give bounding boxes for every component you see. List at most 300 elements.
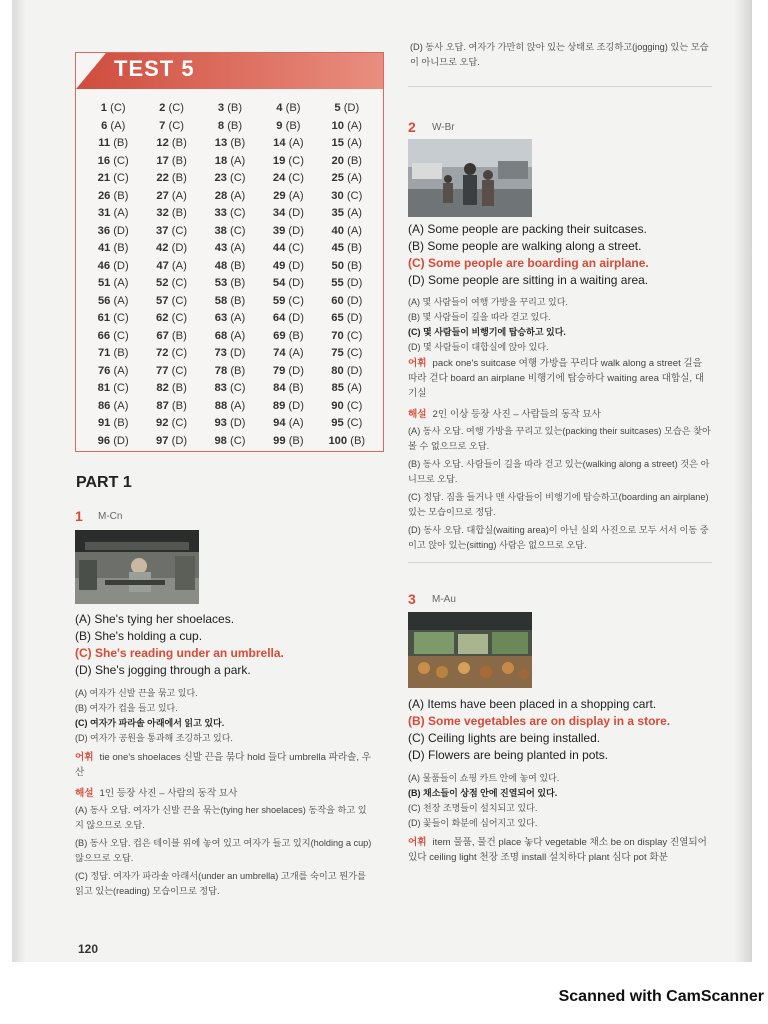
answer-choice: (A): [113, 399, 129, 412]
answer-number: 65: [331, 312, 344, 324]
answer-choice: (C): [230, 172, 246, 184]
answer-cell: [84, 170, 142, 186]
answer-cell: [142, 188, 200, 204]
question-3-option-c: (C) Ceiling lights are being installed.: [408, 731, 601, 745]
answer-cell: [318, 363, 376, 379]
answer-cell: [259, 100, 317, 116]
answer-cell: [84, 275, 142, 291]
answer-number: 5: [334, 102, 341, 114]
answer-number: 81: [97, 382, 111, 394]
answer-number: 78: [214, 364, 228, 377]
answer-number: 99: [273, 434, 286, 447]
answer-choice: (D): [113, 434, 129, 447]
answer-number: 24: [272, 172, 286, 184]
question-1-explanation-a: (A) 동사 오답. 여자가 신발 끈을 묶는(tying her shoelaces) 동작을 하고 있지 않으므로 오답.: [75, 805, 367, 830]
answer-grid: [84, 100, 376, 449]
answer-number: 37: [156, 224, 169, 237]
answer-cell: [259, 205, 317, 221]
answer-choice: (A): [288, 347, 304, 359]
question-3-option-a: (A) Items have been placed in a shopping cart.: [408, 697, 657, 711]
answer-number: 13: [214, 137, 228, 149]
answer-cell: [201, 328, 259, 344]
answer-number: 97: [156, 434, 169, 447]
answer-number: 43: [214, 242, 228, 254]
answer-number: 44: [272, 242, 286, 254]
answer-cell: [142, 345, 200, 361]
answer-choice: (B): [113, 137, 129, 149]
answer-cell: [201, 433, 259, 449]
vocab-text: tie one's shoelaces 신발 끈을 묶다 hold 들다 umbrella 파라솔, 우산: [75, 752, 371, 778]
answer-number: 22: [156, 172, 169, 184]
answer-number: 54: [272, 277, 286, 289]
answer-choice: (B): [171, 172, 187, 184]
question-1-translation-d: (D) 여자가 공원을 통과해 조깅하고 있다.: [75, 733, 233, 743]
question-2-number: 2: [408, 119, 416, 135]
answer-number: 11: [98, 137, 111, 149]
answer-choice: (C): [171, 294, 188, 307]
answer-number: 18: [214, 154, 228, 167]
answer-choice: (C): [230, 207, 246, 219]
answer-number: 82: [156, 382, 169, 394]
answer-number: 46: [97, 259, 111, 272]
answer-choice: (A): [171, 189, 187, 202]
answer-cell: [84, 415, 142, 431]
answer-cell: [201, 223, 259, 239]
answer-choice: (B): [113, 242, 129, 254]
answer-cell: [259, 398, 317, 414]
answer-choice: (A): [113, 364, 129, 377]
answer-choice: (B): [227, 119, 243, 132]
answer-cell: [84, 223, 142, 239]
answer-cell: [84, 240, 142, 256]
answer-number: 85: [331, 382, 344, 394]
answer-cell: [142, 398, 200, 414]
answer-number: 30: [331, 189, 344, 202]
answer-number: 72: [156, 347, 169, 359]
answer-cell: [259, 433, 317, 449]
answer-cell: [318, 328, 376, 344]
vocab-label: 어휘: [408, 837, 427, 848]
question-3-translation-b: (B) 채소들이 상점 안에 진열되어 있다.: [408, 788, 558, 798]
answer-choice: (A): [113, 277, 129, 289]
answer-choice: (B): [230, 259, 246, 272]
answer-number: 29: [273, 189, 286, 202]
answer-number: 36: [97, 224, 111, 237]
question-2-speaker: W-Br: [432, 122, 455, 133]
question-2-explanation-d: (D) 동사 오답. 대합실(waiting area)이 아닌 실외 사진으로 모두 서서 이동 중이고 앉아 있는(sitting) 사람은 없으므로 오답.: [408, 525, 709, 550]
answer-choice: (A): [347, 137, 363, 149]
answer-choice: (A): [347, 172, 363, 184]
answer-cell: [142, 310, 200, 326]
answer-choice: (A): [230, 154, 246, 167]
question-1-speaker: M-Cn: [98, 511, 123, 522]
answer-cell: [142, 118, 200, 134]
answer-number: 67: [156, 329, 169, 342]
answer-number: 59: [272, 294, 286, 307]
answer-choice: (C): [171, 347, 188, 359]
question-1-translation-a: (A) 여자가 신발 끈을 묶고 있다.: [75, 688, 198, 698]
explanation-label: 해설: [75, 788, 94, 799]
answer-cell: [259, 415, 317, 431]
answer-cell: [201, 170, 259, 186]
answer-cell: [142, 363, 200, 379]
answer-choice: (B): [285, 119, 301, 132]
answer-cell: [318, 433, 376, 449]
answer-cell: [318, 153, 376, 169]
question-3-vocab: [408, 835, 712, 865]
answer-choice: (A): [288, 417, 304, 429]
answer-number: 25: [331, 172, 344, 184]
answer-number: 47: [156, 259, 169, 272]
scanned-page: [12, 0, 752, 962]
answer-cell: [201, 118, 259, 134]
answer-choice: (D): [288, 399, 304, 412]
answer-cell: [259, 170, 317, 186]
answer-number: 83: [214, 382, 227, 394]
answer-cell: [259, 135, 317, 151]
answer-choice: (D): [113, 259, 129, 272]
answer-number: 8: [217, 119, 225, 132]
answer-number: 26: [97, 189, 111, 202]
answer-choice: (B): [227, 102, 243, 114]
question-2-option-a: (A) Some people are packing their suitcases.: [408, 222, 647, 236]
answer-cell: [318, 258, 376, 274]
answer-number: 34: [272, 207, 286, 219]
answer-cell: [84, 293, 142, 309]
answer-choice: (A): [110, 119, 126, 132]
answer-key-box: [75, 52, 384, 452]
answer-number: 7: [159, 119, 166, 132]
question-2-translation-a: (A) 몇 사람들이 여행 가방을 꾸리고 있다.: [408, 297, 568, 307]
answer-cell: [259, 240, 317, 256]
vocab-label: 어휘: [408, 358, 427, 369]
answer-number: 53: [214, 277, 228, 289]
answer-cell: [142, 153, 200, 169]
answer-number: 84: [273, 382, 286, 394]
answer-number: 39: [272, 224, 286, 237]
answer-number: 100: [328, 434, 348, 447]
answer-cell: [84, 398, 142, 414]
answer-number: 45: [331, 242, 344, 254]
answer-cell: [142, 170, 200, 186]
answer-cell: [142, 135, 200, 151]
answer-choice: (D): [343, 102, 360, 114]
answer-choice: (B): [171, 329, 187, 342]
answer-choice: (C): [113, 312, 129, 324]
answer-cell: [318, 415, 376, 431]
answer-cell: [142, 100, 200, 116]
answer-choice: (C): [113, 154, 129, 167]
question-1-vocab: [75, 750, 375, 780]
answer-choice: (D): [113, 224, 129, 237]
divider: [408, 562, 712, 563]
question-1-option-d: (D) She's jogging through a park.: [75, 663, 251, 677]
question-3-translation-d: (D) 꽃들이 화분에 심어지고 있다.: [408, 818, 538, 828]
question-2-option-b: (B) Some people are walking along a street.: [408, 239, 642, 253]
answer-choice: (D): [171, 434, 188, 447]
answer-number: 28: [214, 189, 228, 202]
answer-choice: (A): [230, 242, 246, 254]
answer-cell: [318, 380, 376, 396]
answer-cell: [84, 118, 142, 134]
answer-number: 2: [159, 102, 166, 114]
answer-choice: (D): [346, 312, 363, 324]
answer-choice: (D): [288, 207, 304, 219]
answer-choice: (B): [347, 259, 363, 272]
page-edge-shadow: [12, 0, 26, 962]
answer-choice: (B): [113, 417, 129, 429]
explanation-title-text: 2인 이상 등장 사진 – 사람들의 동작 묘사: [432, 409, 601, 420]
answer-choice: (B): [230, 364, 246, 377]
answer-cell: [84, 380, 142, 396]
answer-number: 27: [156, 189, 169, 202]
answer-cell: [201, 240, 259, 256]
question-2-option-c-correct: (C) Some people are boarding an airplane.: [408, 256, 649, 270]
answer-choice: (D): [346, 364, 363, 377]
answer-choice: (A): [113, 294, 129, 307]
answer-number: 77: [156, 364, 169, 377]
answer-number: 60: [331, 294, 344, 307]
question-2-translation-c: (C) 몇 사람들이 비행기에 탑승하고 있다.: [408, 327, 566, 337]
question-1-number: 1: [75, 508, 83, 524]
answer-choice: (B): [347, 242, 363, 254]
answer-cell: [201, 380, 259, 396]
answer-choice: (C): [168, 119, 185, 132]
answer-choice: (A): [288, 137, 304, 149]
answer-cell: [318, 398, 376, 414]
answer-cell: [142, 328, 200, 344]
answer-cell: [318, 310, 376, 326]
answer-choice: (C): [113, 172, 129, 184]
answer-choice: (C): [171, 312, 188, 324]
answer-cell: [142, 205, 200, 221]
answer-number: 90: [331, 399, 344, 412]
answer-number: 48: [214, 259, 228, 272]
answer-choice: (B): [171, 137, 187, 149]
answer-cell: [201, 293, 259, 309]
answer-choice: (B): [230, 277, 246, 289]
answer-choice: (D): [288, 224, 304, 237]
answer-number: 55: [331, 277, 344, 289]
answer-number: 98: [214, 434, 227, 447]
answer-cell: [142, 275, 200, 291]
question-2-translation-d: (D) 몇 사람들이 대합실에 앉아 있다.: [408, 342, 549, 352]
answer-number: 1: [100, 102, 107, 114]
answer-choice: (B): [171, 399, 187, 412]
answer-choice: (D): [288, 277, 304, 289]
part-title: PART 1: [76, 474, 132, 491]
answer-number: 68: [214, 329, 228, 342]
question-3-translation-a: (A) 물품들이 쇼핑 카트 안에 놓여 있다.: [408, 773, 560, 783]
answer-number: 73: [214, 347, 227, 359]
answer-cell: [84, 310, 142, 326]
answer-cell: [259, 275, 317, 291]
page-gutter-shadow: [734, 0, 752, 962]
question-1-translation-b: (B) 여자가 컵을 들고 있다.: [75, 703, 178, 713]
answer-choice: (D): [288, 312, 304, 324]
answer-number: 33: [214, 207, 227, 219]
question-2-explanation-title: [408, 407, 712, 422]
answer-choice: (C): [346, 189, 363, 202]
answer-choice: (C): [346, 329, 363, 342]
answer-choice: (A): [347, 207, 363, 219]
answer-choice: (D): [288, 259, 304, 272]
answer-cell: [318, 275, 376, 291]
answer-number: 89: [272, 399, 286, 412]
answer-choice: (C): [113, 382, 129, 394]
answer-number: 41: [97, 242, 111, 254]
question-3-number: 3: [408, 591, 416, 607]
answer-choice: (D): [346, 294, 363, 307]
answer-cell: [259, 188, 317, 204]
answer-choice: (C): [171, 224, 188, 237]
answer-choice: (A): [230, 399, 246, 412]
question-3-option-d: (D) Flowers are being planted in pots.: [408, 748, 609, 762]
answer-number: 31: [97, 207, 111, 219]
question-1-explanation-b: (B) 동사 오답. 컵은 테이블 위에 놓여 있고 여자가 들고 있지(holding a cup) 않으므로 오답.: [75, 838, 372, 863]
answer-cell: [201, 100, 259, 116]
answer-number: 70: [331, 329, 344, 342]
answer-number: 57: [156, 294, 169, 307]
answer-choice: (C): [113, 329, 129, 342]
answer-cell: [201, 153, 259, 169]
answer-choice: (B): [171, 382, 187, 394]
answer-cell: [201, 205, 259, 221]
answer-choice: (C): [230, 434, 246, 447]
answer-choice: (A): [230, 312, 246, 324]
answer-cell: [259, 293, 317, 309]
answer-cell: [259, 380, 317, 396]
answer-choice: (C): [288, 154, 304, 167]
answer-number: 91: [97, 417, 111, 429]
answer-cell: [142, 223, 200, 239]
answer-choice: (B): [113, 347, 129, 359]
answer-number: 76: [97, 364, 111, 377]
answer-choice: (C): [171, 277, 188, 289]
answer-cell: [142, 293, 200, 309]
answer-cell: [318, 345, 376, 361]
answer-choice: (C): [110, 102, 126, 114]
question-1-explanation-d: (D) 동사 오답. 여자가 가만히 앉아 있는 상태로 조깅하고(jogging) 있는 모습이 아니므로 오답.: [410, 42, 709, 67]
answer-key-header: [76, 53, 383, 89]
answer-number: 64: [272, 312, 286, 324]
page-number: 120: [78, 942, 99, 956]
answer-cell: [84, 363, 142, 379]
answer-number: 12: [156, 137, 169, 149]
answer-number: 19: [272, 154, 286, 167]
answer-choice: (C): [230, 224, 246, 237]
answer-cell: [84, 100, 142, 116]
answer-number: 9: [276, 119, 283, 132]
question-2-photo: [408, 139, 532, 217]
vocab-text: pack one's suitcase 여행 가방을 꾸리다 walk along a street 길을 따라 걷다 board an airplane 비행기에 탑승하다 waiting area 대합실, 대기실: [408, 358, 705, 399]
answer-number: 58: [214, 294, 228, 307]
answer-choice: (B): [288, 382, 304, 394]
answer-choice: (A): [230, 189, 246, 202]
answer-number: 40: [331, 224, 344, 237]
answer-choice: (C): [288, 294, 304, 307]
answer-number: 94: [273, 417, 286, 429]
answer-number: 86: [97, 399, 111, 412]
header-notch: [76, 53, 106, 89]
answer-cell: [201, 188, 259, 204]
answer-cell: [318, 118, 376, 134]
answer-number: 10: [331, 119, 344, 132]
answer-choice: (B): [350, 434, 366, 447]
answer-cell: [84, 153, 142, 169]
answer-choice: (D): [346, 277, 363, 289]
answer-number: 75: [331, 347, 344, 359]
question-2-explanation-b: (B) 동사 오답. 사람들이 길을 따라 걷고 있는(walking along a street) 것은 아니므로 오답.: [408, 459, 710, 484]
answer-cell: [259, 258, 317, 274]
answer-cell: [318, 188, 376, 204]
explanation-label: 해설: [408, 409, 427, 420]
answer-choice: (C): [230, 382, 246, 394]
answer-cell: [259, 363, 317, 379]
answer-cell: [142, 258, 200, 274]
explanation-title-text: 1인 등장 사진 – 사람의 동작 묘사: [99, 788, 238, 799]
question-3-translation-c: (C) 천장 조명들이 설치되고 있다.: [408, 803, 538, 813]
answer-cell: [201, 345, 259, 361]
answer-number: 95: [331, 417, 344, 429]
answer-cell: [318, 100, 376, 116]
answer-number: 79: [272, 364, 286, 377]
answer-number: 16: [97, 154, 111, 167]
answer-cell: [201, 398, 259, 414]
answer-number: 87: [156, 399, 169, 412]
answer-cell: [318, 170, 376, 186]
answer-cell: [84, 188, 142, 204]
answer-cell: [142, 240, 200, 256]
question-2-option-d: (D) Some people are sitting in a waiting area.: [408, 273, 649, 287]
answer-number: 56: [97, 294, 111, 307]
answer-choice: (A): [347, 119, 363, 132]
answer-number: 17: [156, 154, 169, 167]
answer-choice: (C): [346, 399, 363, 412]
answer-number: 4: [276, 102, 283, 114]
answer-number: 52: [156, 277, 169, 289]
answer-cell: [142, 415, 200, 431]
question-1-photo: [75, 530, 199, 604]
scanner-watermark: Scanned with CamScanner: [558, 988, 764, 1005]
answer-choice: (C): [288, 242, 304, 254]
question-1-option-c-correct: (C) She's reading under an umbrella.: [75, 646, 284, 660]
question-2-vocab: [408, 356, 712, 401]
test-title: TEST 5: [114, 56, 195, 81]
answer-number: 80: [331, 364, 344, 377]
question-2-explanation-c: (C) 정답. 짐을 들거나 맨 사람들이 비행기에 탑승하고(boarding an airplane) 있는 모습이므로 정답.: [408, 492, 709, 517]
answer-number: 62: [156, 312, 169, 324]
answer-choice: (A): [113, 207, 129, 219]
answer-choice: (B): [230, 294, 246, 307]
answer-cell: [201, 135, 259, 151]
question-3-photo: [408, 612, 532, 688]
answer-cell: [259, 328, 317, 344]
answer-cell: [142, 380, 200, 396]
answer-cell: [318, 293, 376, 309]
answer-number: 15: [331, 137, 344, 149]
answer-cell: [84, 345, 142, 361]
answer-cell: [201, 258, 259, 274]
answer-number: 3: [217, 102, 225, 114]
answer-cell: [259, 153, 317, 169]
answer-choice: (C): [288, 172, 304, 184]
answer-choice: (B): [288, 329, 304, 342]
answer-number: 66: [97, 329, 111, 342]
answer-choice: (D): [288, 364, 304, 377]
question-1-explanation-title: [75, 786, 375, 801]
answer-cell: [318, 135, 376, 151]
